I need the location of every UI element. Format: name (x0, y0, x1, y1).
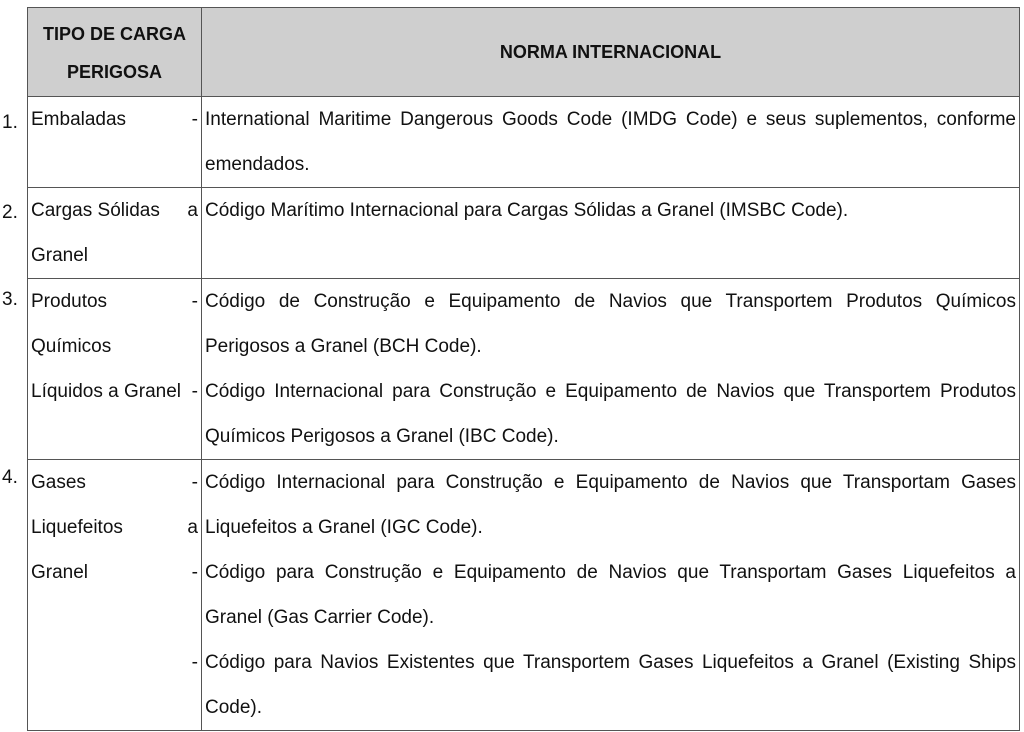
cargo-type-text: Granel (31, 245, 89, 266)
cargo-type-text: Granel (31, 562, 89, 583)
norm-text: Código para Navios Existentes que Transportem Gases Liquefeitos a Granel (Existing Ships Code). (205, 652, 1016, 718)
norm-text: Código Marítimo Internacional para Cargas Sólidas a Granel (IMSBC Code). (205, 200, 849, 221)
cargo-type-connector: - (191, 291, 198, 312)
cargo-type-line (31, 460, 201, 505)
table-row (28, 279, 1020, 460)
table-row (28, 188, 1020, 279)
cargo-type-line (31, 279, 201, 324)
cargo-type-line (31, 97, 201, 142)
row-number: 2. (2, 202, 18, 223)
table-row (28, 460, 1020, 731)
cargo-type-connector: - (191, 562, 198, 583)
international-norm-cell (202, 460, 1020, 731)
cargo-type-text: Cargas Sólidas (31, 200, 160, 221)
cargo-type-line (31, 369, 201, 414)
international-norm-cell (202, 188, 1020, 279)
cargo-type-connector: - (191, 109, 198, 130)
cargo-type-text: Gases (31, 472, 86, 493)
cargo-type-cell (28, 97, 202, 188)
row-number: 1. (2, 112, 18, 133)
cargo-type-cell (28, 460, 202, 731)
table-header-row (28, 8, 1020, 97)
cargo-type-connector: a (187, 517, 198, 538)
international-norm-cell (202, 279, 1020, 460)
cargo-type-text: Liquefeitos (31, 517, 123, 538)
dangerous-cargo-table (27, 7, 1020, 731)
norm-text: Código Internacional para Construção e Equipamento de Navios que Transportam Gases Liquefeitos a Granel (IGC Code). (205, 472, 1016, 538)
cargo-type-line (31, 595, 201, 640)
cargo-type-connector: a (187, 200, 198, 221)
cargo-type-line (31, 505, 201, 550)
cargo-type-cell (28, 279, 202, 460)
norm-text: Código Internacional para Construção e Equipamento de Navios que Transportem Produtos Químicos Perigosos a Granel (IBC Code). (205, 381, 1016, 447)
cargo-type-line (31, 640, 201, 685)
row-number: 4. (2, 467, 18, 488)
row-number: 3. (2, 289, 18, 310)
cargo-type-text: Líquidos a Granel (31, 381, 181, 402)
header-international-norm: NORMA INTERNACIONAL (202, 8, 1020, 97)
cargo-type-line (31, 233, 201, 278)
header-cargo-type-line2: PERIGOSA (66, 62, 163, 82)
header-cargo-type (28, 8, 202, 97)
international-norm-cell (202, 97, 1020, 188)
cargo-type-connector: - (191, 472, 198, 493)
cargo-type-line (31, 188, 201, 233)
cargo-type-text: Produtos (31, 291, 108, 312)
cargo-type-connector: - (191, 652, 198, 673)
norm-text: International Maritime Dangerous Goods Code (IMDG Code) e seus suplementos, conforme emendados. (205, 109, 1016, 175)
header-cargo-type-line1: TIPO DE CARGA (42, 24, 186, 44)
cargo-type-line (31, 324, 201, 369)
norm-text: Código para Construção e Equipamento de Navios que Transportam Gases Liquefeitos a Granel (Gas Carrier Code). (205, 562, 1016, 628)
cargo-type-cell (28, 188, 202, 279)
cargo-type-text: Embaladas (31, 109, 127, 130)
cargo-type-line (31, 550, 201, 595)
cargo-type-text: Químicos (31, 336, 112, 357)
norm-text: Código de Construção e Equipamento de Navios que Transportem Produtos Químicos Perigosos a Granel (BCH Code). (205, 291, 1016, 357)
cargo-type-connector: - (191, 381, 198, 402)
table-row (28, 97, 1020, 188)
